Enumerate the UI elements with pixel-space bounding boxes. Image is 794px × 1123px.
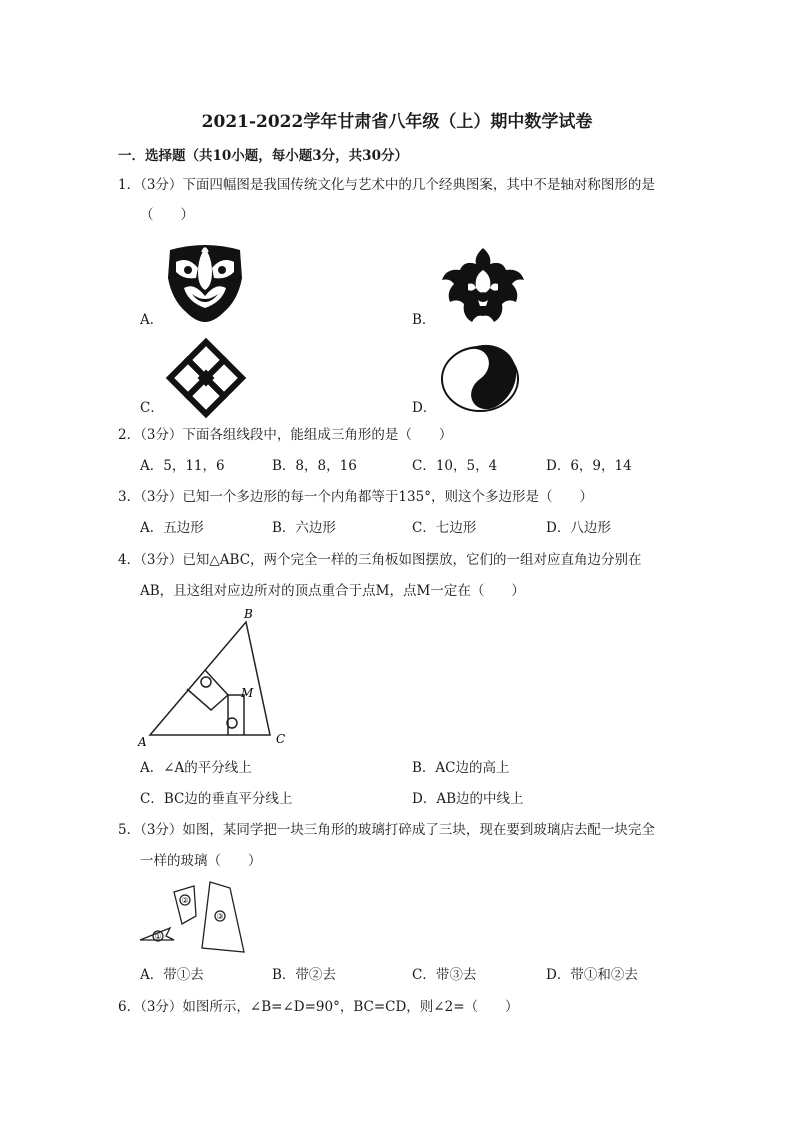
q3-option-d: D．八边形 [546,520,611,536]
vertex-a-label: A [138,735,147,749]
q4-option-c: C．BC边的垂直平分线上 [140,791,293,807]
vertex-c-label: C [276,732,286,746]
point-m-label: M [241,686,254,700]
q2-stem: 2．（3分）下面各组线段中，能组成三角形的是（ ） [118,427,453,443]
q3-option-c: C．七边形 [412,520,477,536]
piece-1-label: ① [154,932,162,941]
q1-image-taiji [440,345,520,413]
q3-option-a: A．五边形 [140,520,204,536]
set-square-upper [187,670,228,710]
q1-stem-line2: （ ） [140,207,194,223]
q2-option-d: D．6，9，14 [546,458,632,474]
piece-2-label: ② [181,896,189,905]
q5-glass-figure [136,878,248,954]
q4-option-b: B．AC边的高上 [412,760,510,776]
q5-option-a: A．带①去 [140,967,204,983]
q4-option-d: D．AB边的中线上 [412,791,524,807]
q5-option-d: D．带①和②去 [546,967,638,983]
q2-option-c: C．10，5，4 [412,458,498,474]
q3-stem: 3．（3分）已知一个多边形的每一个内角都等于135°，则这个多边形是（ ） [118,489,593,505]
q4-stem-line2: AB，且这组对应边所对的顶点重合于点M，点M一定在（ ） [140,583,525,599]
q4-triangle-figure [130,604,300,749]
piece-3-label: ③ [216,912,224,921]
q1-option-c: C． [140,400,164,416]
q5-option-c: C．带③去 [412,967,477,983]
q5-option-b: B．带②去 [272,967,336,983]
q6-stem: 6．（3分）如图所示，∠B=∠D=90°，BC=CD，则∠2=（ ） [118,999,519,1015]
q1-image-knot [166,338,246,418]
vertex-b-label: B [244,607,253,621]
set-square-lower [228,695,244,735]
q2-option-b: B．8，8，16 [272,458,357,474]
q1-image-ornament [440,246,526,326]
q2-option-a: A．5，11，6 [140,458,225,474]
page-title: 2021-2022学年甘肃省八年级（上）期中数学试卷 [201,112,593,132]
q5-stem-line1: 5．（3分）如图，某同学把一块三角形的玻璃打碎成了三块，现在要到玻璃店去配一块完全 [118,822,655,838]
q1-option-a: A． [140,312,164,328]
q1-option-d: D． [412,400,437,416]
q4-stem-line1: 4．（3分）已知△ABC，两个完全一样的三角板如图摆放，它们的一组对应直角边分别在 [118,552,642,568]
q1-option-b: B． [412,312,436,328]
section-heading: 一．选择题（共10小题，每小题3分，共30分） [118,148,408,164]
q3-option-b: B．六边形 [272,520,336,536]
q4-option-a: A．∠A的平分线上 [140,760,252,776]
q5-stem-line2: 一样的玻璃（ ） [140,853,262,869]
q1-image-opera-mask [162,238,248,324]
q1-stem-line1: 1．（3分）下面四幅图是我国传统文化与艺术中的几个经典图案，其中不是轴对称图形的是 [118,177,655,193]
